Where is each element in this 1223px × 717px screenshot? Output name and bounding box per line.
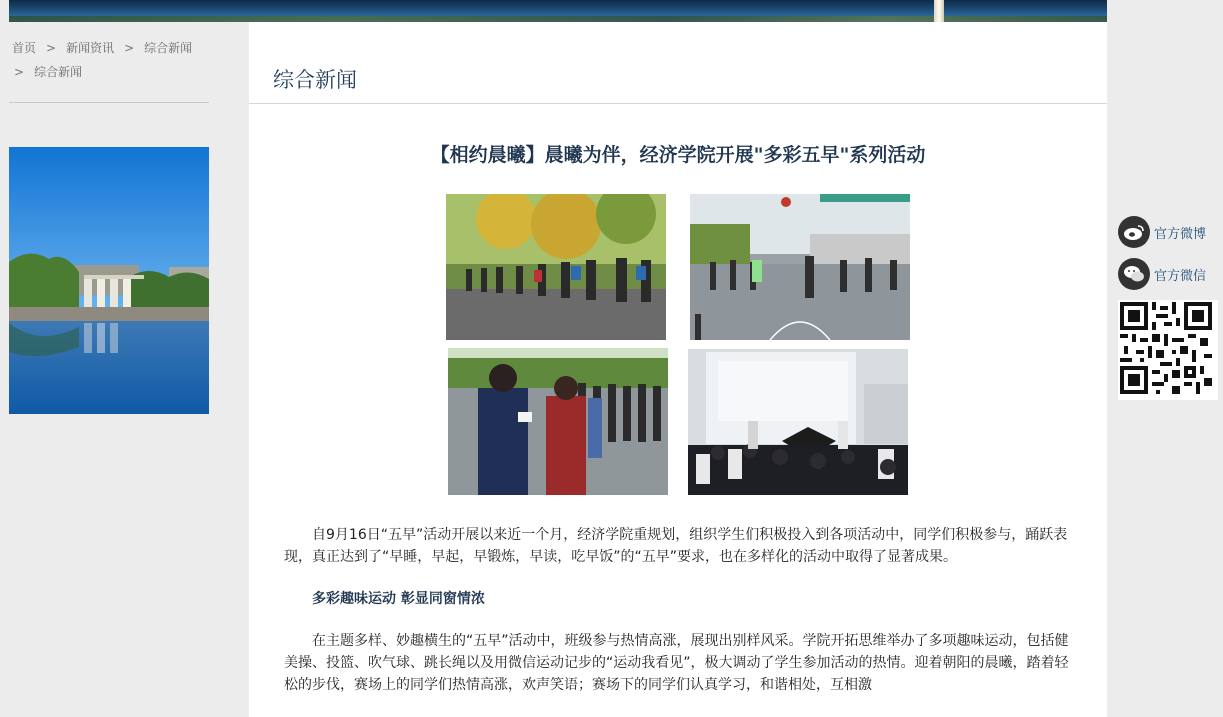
campus-photo: [9, 147, 209, 414]
activity-photo-walking: [446, 194, 666, 340]
left-sidebar: [0, 22, 249, 717]
activity-photo-check-in: [448, 348, 668, 495]
divider: [9, 102, 209, 103]
breadcrumb-separator: >: [46, 41, 57, 55]
breadcrumb-home[interactable]: 首页: [12, 41, 37, 55]
weibo-icon: [1118, 216, 1150, 248]
activity-photo-classroom: [688, 349, 908, 495]
right-sidebar: [1107, 0, 1223, 717]
wechat-label[interactable]: 官方微信: [1154, 268, 1207, 284]
breadcrumb-separator: >: [124, 41, 135, 55]
article-paragraph: 在主题多样、妙趣横生的“五早”活动中，班级参与热情高涨，展现出别样风采。学院开拓思维举办了多项趣味运动，包括健美操、投篮、吹气球、跳长绳以及用微信运动记步的“运动我看见”，极大调动了学生参加活动的热情。迎着朝阳的晨曦，踏着轻松的步伐，赛场上的同学们热情高涨，欢声笑语；赛场下的同学们认真学习，和谐相处，互相激: [284, 633, 1069, 693]
breadcrumb-general-news[interactable]: 综合新闻: [144, 41, 193, 55]
article-title: 【相约晨曦】晨曦为伴，经济学院开展"多彩五早"系列活动: [430, 144, 926, 166]
wechat-icon: [1118, 258, 1150, 290]
section-title: 综合新闻: [273, 68, 357, 92]
article-paragraph: 自9月16日“五早”活动开展以来近一个月，经济学院重规划，组织学生们积极投入到各项活动中，同学们积极参与，踊跃表现，真正达到了“早睡，早起，早锻炼，早读，吃早饭”的“五早”要求，也在多样化的活动中取得了显著成果。: [284, 527, 1068, 565]
top-banner-image: [9, 0, 1107, 22]
breadcrumb-current[interactable]: 综合新闻: [34, 65, 83, 79]
activity-photo-basketball: [690, 194, 910, 340]
qr-code: [1118, 300, 1218, 400]
wechat-link[interactable]: [1118, 258, 1206, 290]
weibo-label[interactable]: 官方微博: [1154, 226, 1207, 242]
article-subheading: 多彩趣味运动 彰显同窗情浓: [312, 591, 485, 607]
divider: [249, 103, 1107, 104]
breadcrumb-separator: >: [14, 65, 25, 79]
weibo-link[interactable]: [1118, 216, 1206, 248]
main-content: [249, 22, 1107, 717]
article-body: [284, 524, 1069, 696]
breadcrumb-news[interactable]: 新闻资讯: [66, 41, 115, 55]
breadcrumb: [12, 36, 237, 84]
